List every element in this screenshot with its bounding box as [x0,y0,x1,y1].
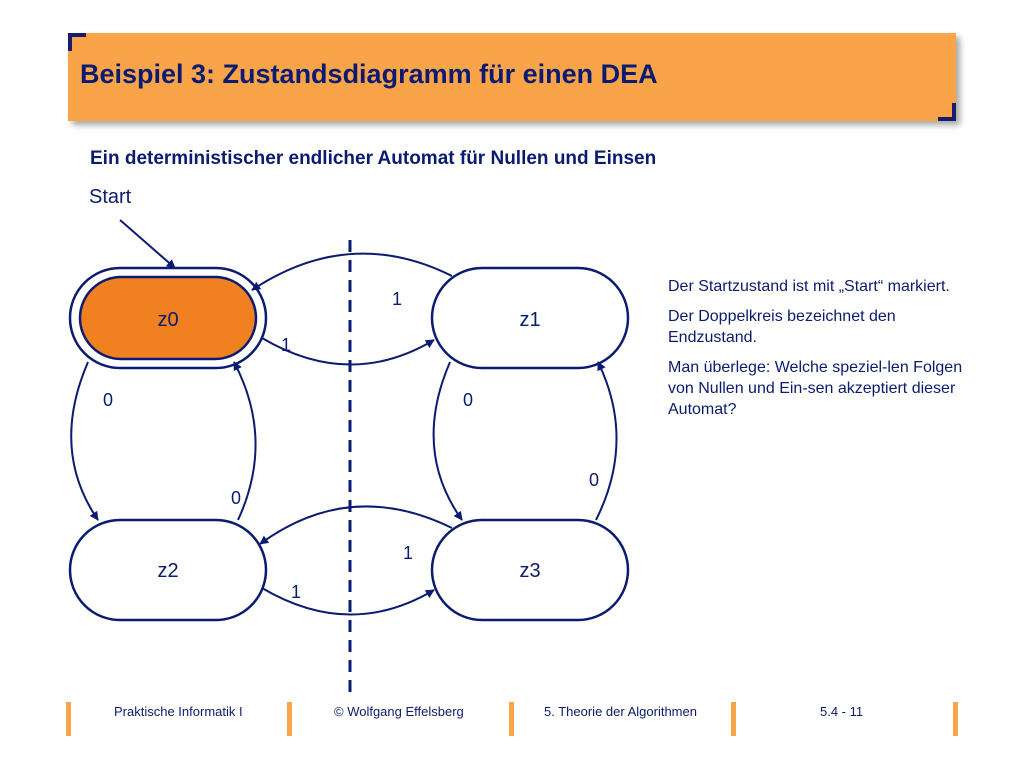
side-notes [668,276,968,429]
start-arrow [120,220,175,268]
state-label-z1: z1 [519,309,541,331]
footer-divider [287,702,292,736]
state-label-z3: z3 [519,560,541,582]
edge-z1-to-z3 [434,362,462,520]
edge-z2-to-z3 [262,588,434,615]
footer-course: Praktische Informatik I [114,704,243,719]
note-double-circle: Der Doppelkreis bezeichnet den Endzustand. [668,308,896,346]
edge-label-z3-to-z1: 0 [588,470,600,490]
start-label: Start [89,186,132,208]
footer-author: © Wolfgang Effelsberg [334,704,464,719]
edge-label-z0-to-z2: 0 [102,390,114,410]
footer-page-number: 5.4 - 11 [820,704,864,719]
edge-z0-to-z2 [71,362,98,520]
state-label-z0: z0 [157,309,179,331]
slide-title: Beispiel 3: Zustandsdiagramm für einen DEA [80,59,658,89]
footer-divider [66,702,71,736]
state-label-z2: z2 [157,560,179,582]
edge-label-z3-to-z2: 1 [402,543,414,563]
footer-divider [509,702,514,736]
footer-divider [953,702,958,736]
edge-label-z1-to-z0: 1 [391,289,403,309]
note-question: Man überlege: Welche speziel-len Folgen von Nullen und Ein-sen akzeptiert dieser Automat? [668,359,963,418]
edge-label-z2-to-z3: 1 [290,582,302,602]
footer-chapter: 5. Theorie der Algorithmen [544,704,697,719]
edge-label-z2-to-z0: 0 [230,488,242,508]
edge-z3-to-z1 [596,362,617,520]
edge-z1-to-z0 [252,254,452,290]
edge-z3-to-z2 [260,506,452,544]
edge-label-z1-to-z3: 0 [462,390,474,410]
slide-subtitle: Ein deterministischer endlicher Automat für Nullen und Einsen [90,148,657,169]
footer-divider [731,702,736,736]
note-start: Der Startzustand ist mit „Start“ markiert. [668,278,950,295]
edge-label-z0-to-z1: 1 [280,335,292,355]
